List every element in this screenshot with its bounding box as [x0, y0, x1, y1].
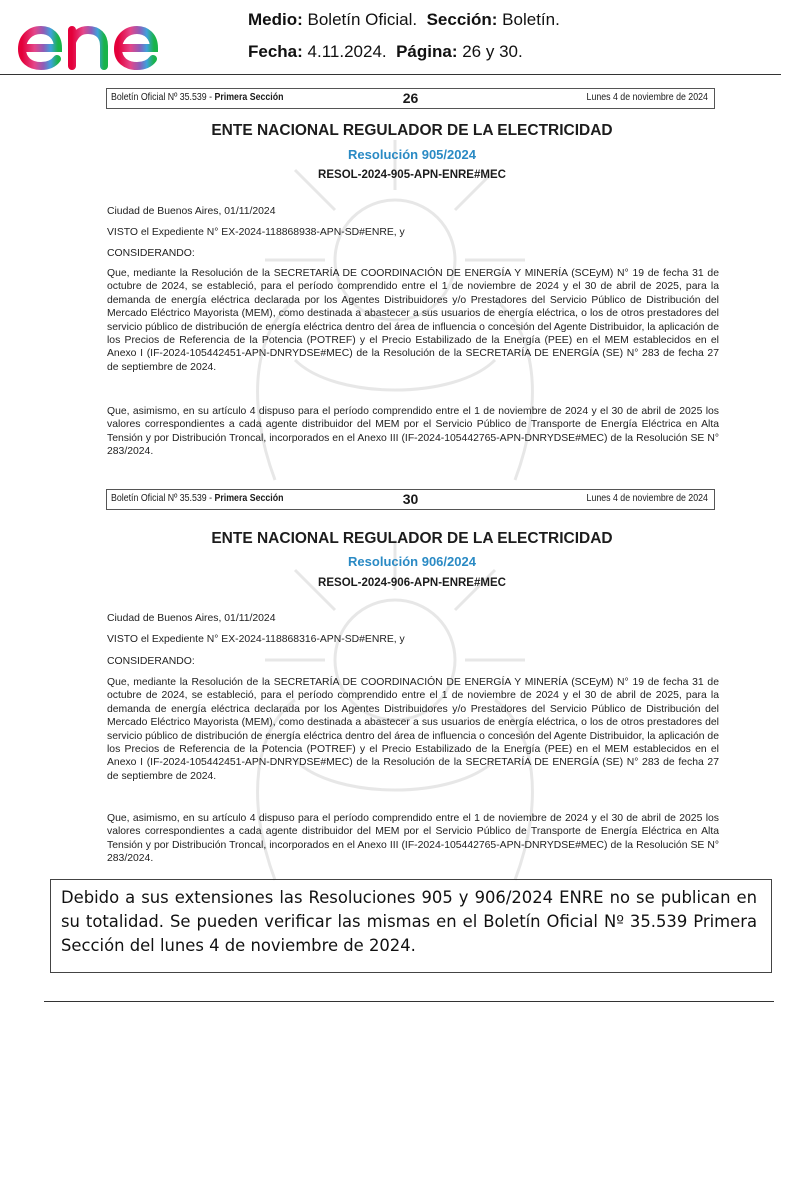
- page-header: [106, 489, 715, 510]
- medio-value: Boletín Oficial.: [307, 10, 418, 29]
- pagina-value: 26 y 30.: [462, 42, 523, 61]
- header-publication: Boletín Oficial Nº 35.539 - Primera Sección: [111, 92, 284, 103]
- enel-logo: [14, 8, 184, 70]
- header-date: Lunes 4 de noviembre de 2024: [586, 493, 708, 504]
- considerando-paragraph-1: Que, mediante la Resolución de la SECRETARÍA DE COORDINACIÓN DE ENERGÍA Y MINERÍA (SCEyM) N° 19 de fecha 31 de octubre de 2024, se estableció, para el período comprendido entre el 1 de noviembre de 2024 y el 30 de abril de 2025, para la demanda de energía eléctrica declarada por los Agentes Distribuidores y/o Prestadores del Servicio Público de Distribución del Mercado Eléctrico Mayorista (MEM), como destinada a abastecer a sus usuarios de energía eléctrica, o los de otros prestadores del servicio público de distribución de energía eléctrica dentro del área de influencia o concesión del Agente Distribuidor, la aplicación de los Precios de Referencia de la Potencia (POTREF) y el Precio Estabilizado de la Energía (PEE) en el MEM establecidos en el Anexo I (IF-2024-105442451-APN-DNRYDSE#MEC) de la Resolución de la SECRETARÍA DE ENERGÍA (SE) N° 283 de fecha 27 de septiembre de 2024.: [107, 268, 719, 373]
- header-page-number: 26: [402, 90, 419, 106]
- resolution-title: Resolución 906/2024: [348, 554, 476, 569]
- considerando-paragraph-2: Que, asimismo, en su artículo 4 dispuso para el período comprendido entre el 1 de noviembre de 2024 y el 30 de abril de 2025 los valores correspondientes a cada agente distribuidor del MEM por el Servicio Público de Transporte de Energía Eléctrica en Alta Tensión y por Distribución Troncal, incorporados en el Anexo III (IF-2024-105442765-APN-DNRYDSE#MEC) de la Resolución SE N° 283/2024.: [107, 813, 719, 865]
- page-header: [106, 88, 715, 109]
- header-page-number: 30: [402, 491, 419, 507]
- considerando-paragraph-2: Que, asimismo, en su artículo 4 dispuso para el período comprendido entre el 1 de noviembre de 2024 y el 30 de abril de 2025 los valores correspondientes a cada agente distribuidor del MEM por el Servicio Público de Transporte de Energía Eléctrica en Alta Tensión y por Distribución Troncal, incorporados en el Anexo III (IF-2024-105442765-APN-DNRYDSE#MEC) de la Resolución SE N° 283/2024.: [107, 406, 719, 458]
- considerando-heading: CONSIDERANDO:: [107, 248, 195, 259]
- agency-title: ENTE NACIONAL REGULADOR DE LA ELECTRICIDAD: [211, 122, 613, 139]
- seccion-value: Boletín.: [502, 10, 560, 29]
- header-date: Lunes 4 de noviembre de 2024: [586, 92, 708, 103]
- visto-text: VISTO el Expediente N° EX-2024-118868316-APN-SD#ENRE, y: [107, 634, 405, 645]
- document-meta: [248, 6, 560, 70]
- top-divider: [0, 74, 781, 75]
- resolution-title: Resolución 905/2024: [348, 147, 476, 162]
- considerando-paragraph-1: Que, mediante la Resolución de la SECRETARÍA DE COORDINACIÓN DE ENERGÍA Y MINERÍA (SCEyM) N° 19 de fecha 31 de octubre de 2024, se estableció, para el período comprendido entre el 1 de noviembre de 2024 y el 30 de abril de 2025, para la demanda de energía eléctrica declarada por los Agentes Distribuidores y/o Prestadores del Servicio Público de Distribución del Mercado Eléctrico Mayorista (MEM), como destinada a abastecer a sus usuarios de energía eléctrica, o los de otros prestadores del servicio público de distribución de energía eléctrica dentro del área de influencia o concesión del Agente Distribuidor, la aplicación de los Precios de Referencia de la Potencia (POTREF) y el Precio Estabilizado de la Energía (PEE) en el MEM establecidos en el Anexo I (IF-2024-105442451-APN-DNRYDSE#MEC) de la Resolución de la SECRETARÍA DE ENERGÍA (SE) N° 283 de fecha 27 de septiembre de 2024.: [107, 677, 719, 782]
- visto-text: VISTO el Expediente N° EX-2024-118868938-APN-SD#ENRE, y: [107, 227, 405, 238]
- resolution-code: RESOL-2024-905-APN-ENRE#MEC: [318, 169, 506, 181]
- fecha-value: 4.11.2024.: [307, 42, 387, 61]
- agency-title: ENTE NACIONAL REGULADOR DE LA ELECTRICIDAD: [211, 530, 613, 547]
- publication-note-text: Debido a sus extensiones las Resoluciones 905 y 906/2024 ENRE no se publican en su totalidad. Se pueden verificar las mismas en el Boletín Oficial Nº 35.539 Primera Sección del lunes 4 de noviembre de 2024.: [61, 888, 757, 955]
- medio-label: Medio:: [248, 10, 303, 29]
- header-publication: Boletín Oficial Nº 35.539 - Primera Sección: [111, 493, 284, 504]
- city-date: Ciudad de Buenos Aires, 01/11/2024: [107, 613, 276, 624]
- bottom-divider: [44, 1001, 774, 1002]
- pagina-label: Página:: [396, 42, 458, 61]
- seccion-label: Sección:: [426, 10, 498, 29]
- city-date: Ciudad de Buenos Aires, 01/11/2024: [107, 206, 276, 217]
- considerando-heading: CONSIDERANDO:: [107, 656, 195, 667]
- publication-note-box: [50, 879, 772, 973]
- resolution-code: RESOL-2024-906-APN-ENRE#MEC: [318, 577, 506, 589]
- fecha-label: Fecha:: [248, 42, 303, 61]
